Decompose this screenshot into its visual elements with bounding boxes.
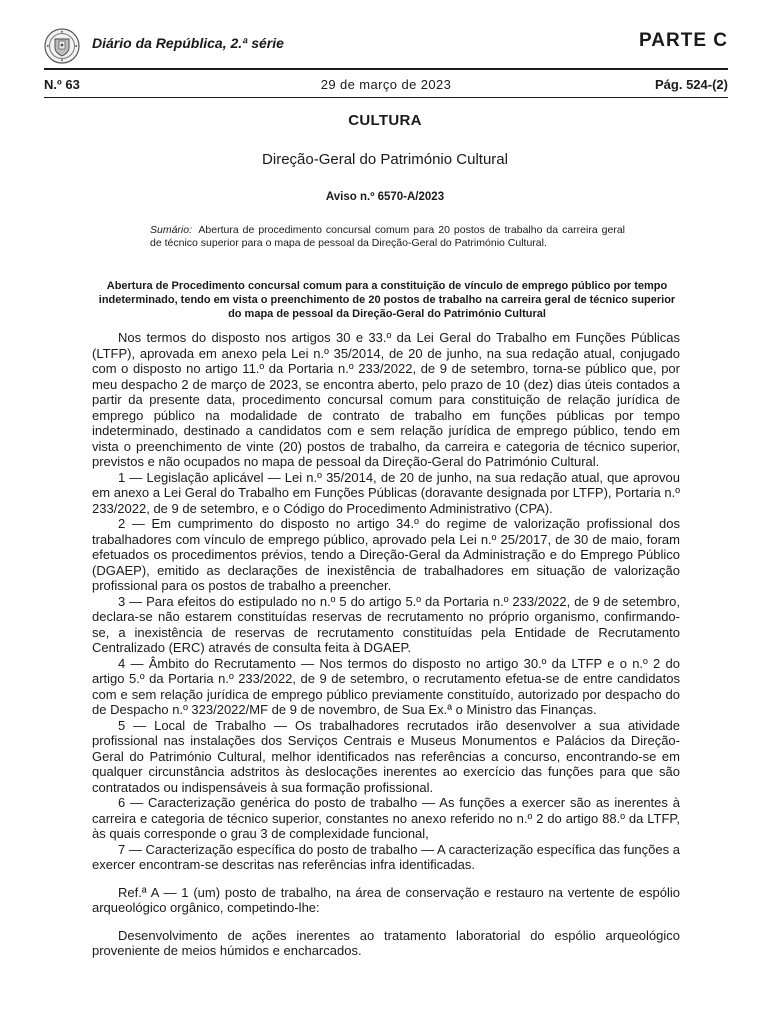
paragraph-intro: Nos termos do disposto nos artigos 30 e 33.º da Lei Geral do Trabalho em Funções Públicas (LTFP), aprovada em anexo pela Lei n.º 35/2014, de 20 de junho, na sua redação atual, conjugado com o disposto no artigo 11.º da Portaria n.º 233/2022, de 9 de setembro, torna-se público que, por meu despacho 2 de março de 2023, se encontra aberto, pelo prazo de 10 (dez) dias úteis contados a partir da presente data, procedimento concursal comum para constituição de relação jurídica de emprego público na modalidade de contrato de trabalho em funções públicas por tempo indeterminado, destinado a candidatos com e sem relação jurídica de emprego público, tendo em vista o preenchimento de vinte (20) postos de trabalho, da carreira e categoria de técnico superior, previstos e não ocupados no mapa de pessoal da Direção-Geral do Património Cultural. (92, 330, 680, 469)
section-title: CULTURA (348, 112, 422, 129)
paragraph-1: 1 — Legislação aplicável — Lei n.º 35/2014, de 20 de junho, na sua redação atual, que aprovou em anexo a Lei Geral do Trabalho em Funções Públicas (doravante designada por LTFP), Portaria n.º 233/2022, de 9 de setembro, e o Código do Procedimento Administrativo (CPA). (92, 469, 680, 516)
notice-body (92, 330, 680, 959)
notice-number: Aviso n.º 6570-A/2023 (325, 191, 445, 203)
summary-text: Abertura de procedimento concursal comum para 20 postos de trabalho da carreira geral de técnico superior para o mapa de pessoal da Direção-Geral do Património Cultural. (150, 224, 625, 249)
page-header (44, 26, 728, 60)
summary (150, 224, 625, 250)
paragraph-2: 2 — Em cumprimento do disposto no artigo 34.º do regime de valorização profissional dos trabalhadores com vínculo de emprego público, aprovado pela Lei n.º 25/2017, de 30 de maio, foram efetuados os procedimentos prévios, tendo a Direção-Geral da Administração e do Emprego Público (DGAEP), emitido as declarações de inexistência de trabalhadores em situação de valorização profissional para os postos de trabalho a preencher. (92, 516, 680, 593)
paragraph-6: 6 — Caracterização genérica do posto de trabalho — As funções a exercer são as inerentes à carreira e categoria de técnico superior, constantes no anexo referido no n.º 2 do artigo 88.º da LTFP, às quais corresponde o grau 3 de complexidade funcional, (92, 795, 680, 841)
paragraph-ref-a: Ref.ª A — 1 (um) posto de trabalho, na área de conservação e restauro na vertente de espólio arqueológico orgânico, competindo-lhe: (92, 884, 680, 915)
info-rule (44, 97, 728, 98)
paragraph-4: 4 — Âmbito do Recrutamento — Nos termos do disposto no artigo 30.º da LTFP e o n.º 2 do artigo 5.º da Portaria n.º 233/2022, de 9 de setembro, o recrutamento efetua-se de entre candidatos com e sem relação jurídica de emprego público previamente constituído, autorizado por despacho do de Despacho n.º 323/2022/MF de 9 de novembro, de Sua Ex.ª o Ministro das Finanças. (92, 655, 680, 717)
publication-date: 29 de março de 2023 (320, 77, 452, 92)
paragraph-ref-a-duty: Desenvolvimento de ações inerentes ao tratamento laboratorial do espólio arqueológico proveniente de meios húmidos e encharcados. (92, 927, 680, 958)
paragraph-5: 5 — Local de Trabalho — Os trabalhadores recrutados irão desenvolver a sua atividade profissional nas instalações dos Serviços Centrais e Museus Monumentos e Palácios da Direção-Geral do Património Cultural, melhor identificados nas referências a concurso, encontrando-se em qualquer circunstância adstritos às deslocações inerentes ao exercício das funções para que são contratados ou indispensáveis à sua formação profissional. (92, 717, 680, 795)
paragraph-7: 7 — Caracterização específica do posto de trabalho — A caracterização específica das funções a exercer encontram-se descritas nas referências infra identificadas. (92, 841, 680, 872)
part-label: PARTE C (639, 30, 728, 51)
coat-of-arms-seal-icon (44, 28, 80, 64)
journal-title: Diário da República, 2.ª série (92, 35, 284, 51)
notice-heading: Abertura de Procedimento concursal comum para a constituição de vínculo de emprego público por tempo indeterminado, tendo em vista o preenchimento de 20 postos de trabalho na carreira geral de técnico superior do mapa de pessoal da Direção-Geral do Património Cultural (98, 280, 676, 320)
issue-info-bar (44, 77, 728, 93)
header-rule (44, 68, 728, 70)
issue-number: N.º 63 (44, 77, 80, 92)
paragraph-3: 3 — Para efeitos do estipulado no n.º 5 do artigo 5.º da Portaria n.º 233/2022, de 9 de setembro, declara-se não estarem constituídas reservas de recrutamento no próprio organismo, confirmando-se, a inexistência de reservas de recrutamento constituídas pela Entidade de Recrutamento Centralizado (ERC) através de consulta feita à DGAEP. (92, 593, 680, 655)
issuing-entity: Direção-Geral do Património Cultural (262, 151, 508, 168)
page-number: Pág. 524-(2) (655, 77, 728, 92)
summary-label: Sumário: (150, 224, 193, 236)
